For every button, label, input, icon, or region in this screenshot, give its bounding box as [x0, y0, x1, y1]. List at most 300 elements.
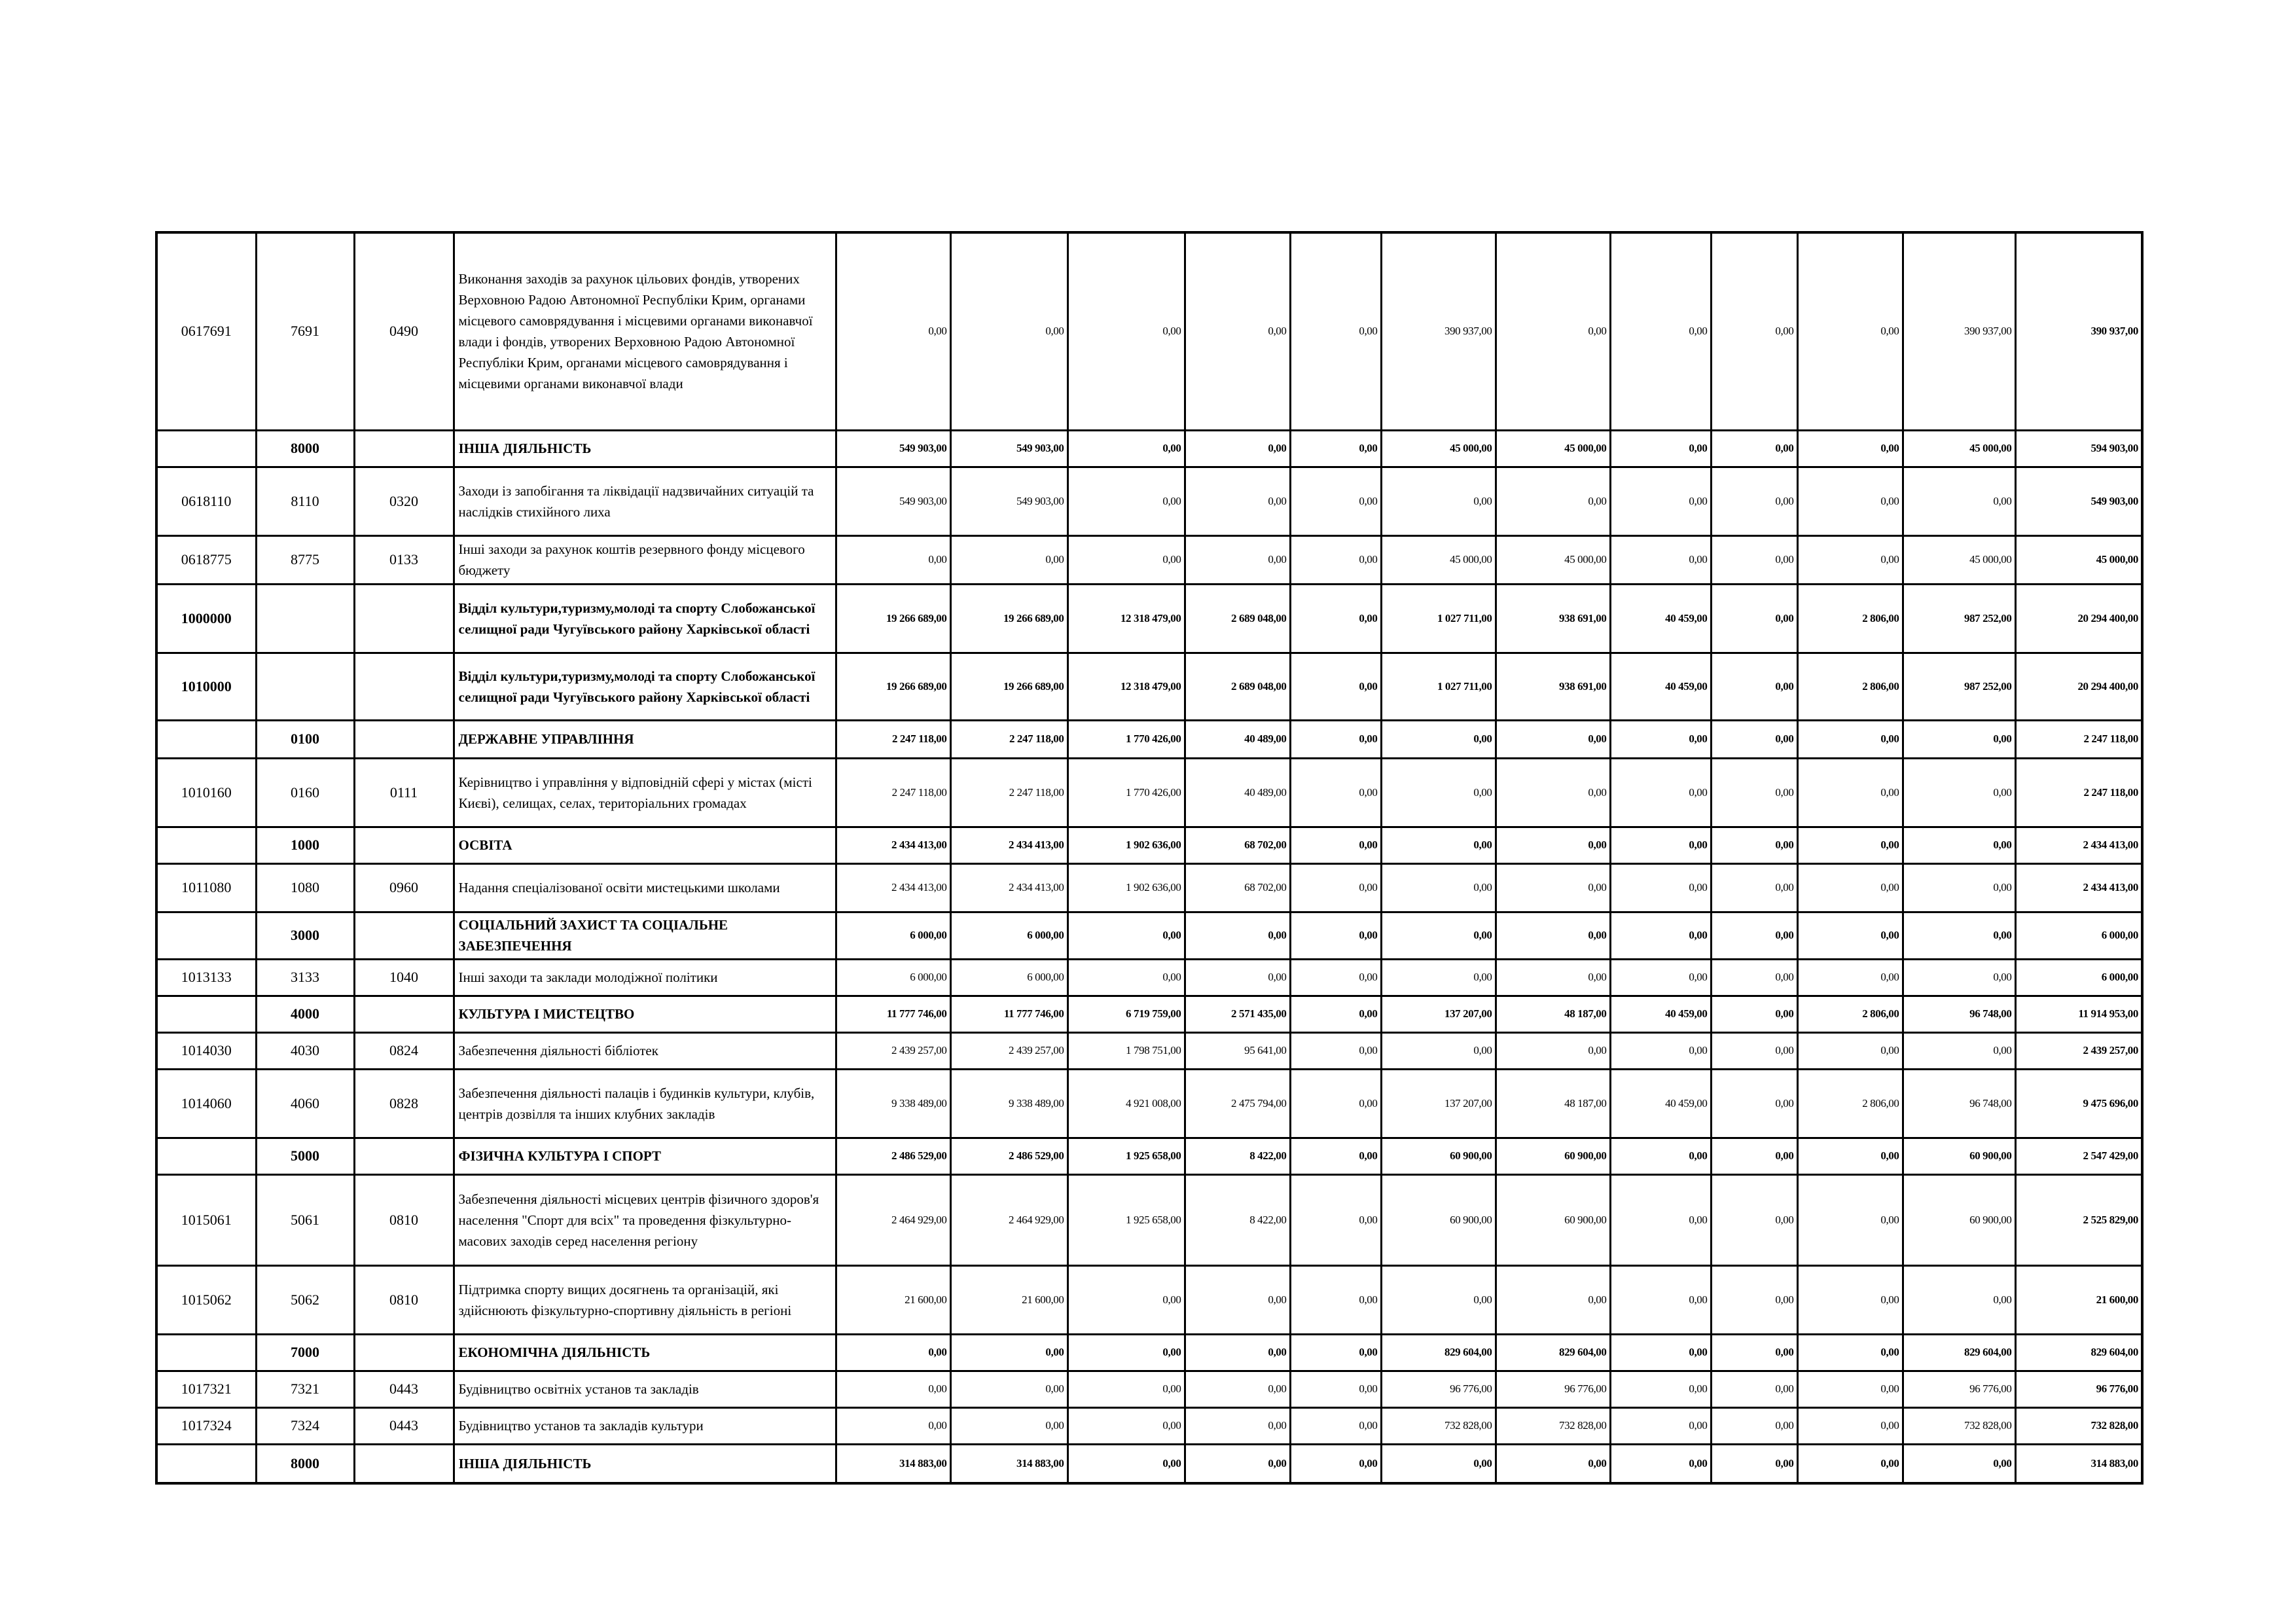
amount-cell: 0,00 [1381, 758, 1496, 827]
amount-cell: 0,00 [1797, 1265, 1903, 1334]
amount-cell: 0,00 [1797, 1371, 1903, 1407]
amount-cell: 0,00 [1067, 1265, 1185, 1334]
program-code-cell: 0618775 [156, 535, 256, 584]
amount-cell: 0,00 [1610, 1032, 1711, 1069]
budget-code-cell: 3133 [256, 959, 354, 996]
amount-cell: 0,00 [1903, 959, 2015, 996]
total-cell: 594 903,00 [2015, 430, 2142, 467]
amount-cell: 0,00 [1290, 863, 1381, 912]
amount-cell: 0,00 [1610, 535, 1711, 584]
program-code-cell: 1010000 [156, 653, 256, 720]
function-code-cell [354, 653, 454, 720]
amount-cell: 0,00 [1290, 959, 1381, 996]
amount-cell: 0,00 [1797, 720, 1903, 758]
program-code-cell: 1014060 [156, 1069, 256, 1138]
amount-cell: 2 247 118,00 [950, 720, 1067, 758]
amount-cell: 0,00 [1903, 720, 2015, 758]
amount-cell: 0,00 [1290, 1371, 1381, 1407]
table-row [156, 1334, 2142, 1371]
name-cell: Інші заходи та заклади молодіжної політики [454, 959, 836, 996]
table-row [156, 1371, 2142, 1407]
total-cell: 21 600,00 [2015, 1265, 2142, 1334]
amount-cell: 0,00 [1610, 1138, 1711, 1174]
amount-cell: 19 266 689,00 [950, 653, 1067, 720]
amount-cell: 0,00 [1290, 232, 1381, 430]
amount-cell: 6 000,00 [836, 959, 950, 996]
total-cell: 390 937,00 [2015, 232, 2142, 430]
function-code-cell: 0133 [354, 535, 454, 584]
total-cell: 20 294 400,00 [2015, 584, 2142, 653]
name-cell: Керівництво і управління у відповідній сфері у містах (місті Києві), селищах, селах, територіальних громадах [454, 758, 836, 827]
amount-cell: 2 434 413,00 [836, 863, 950, 912]
amount-cell: 0,00 [1903, 758, 2015, 827]
amount-cell: 0,00 [1797, 758, 1903, 827]
amount-cell: 0,00 [1903, 1265, 2015, 1334]
budget-code-cell: 4000 [256, 996, 354, 1032]
amount-cell: 0,00 [1290, 1265, 1381, 1334]
amount-cell: 0,00 [950, 1407, 1067, 1444]
amount-cell: 0,00 [1067, 1407, 1185, 1444]
total-cell: 20 294 400,00 [2015, 653, 2142, 720]
budget-code-cell: 4030 [256, 1032, 354, 1069]
amount-cell: 0,00 [1185, 1407, 1290, 1444]
amount-cell: 0,00 [1797, 467, 1903, 535]
function-code-cell [354, 996, 454, 1032]
program-code-cell: 1015061 [156, 1174, 256, 1265]
amount-cell: 0,00 [1797, 535, 1903, 584]
name-cell: ІНША ДІЯЛЬНІСТЬ [454, 430, 836, 467]
amount-cell: 0,00 [1711, 1334, 1797, 1371]
amount-cell: 0,00 [1711, 996, 1797, 1032]
amount-cell: 0,00 [1067, 1371, 1185, 1407]
amount-cell: 0,00 [1711, 467, 1797, 535]
amount-cell: 0,00 [1185, 467, 1290, 535]
table-row [156, 653, 2142, 720]
amount-cell: 2 806,00 [1797, 653, 1903, 720]
program-code-cell: 0618110 [156, 467, 256, 535]
amount-cell: 2 464 929,00 [950, 1174, 1067, 1265]
program-code-cell [156, 1334, 256, 1371]
amount-cell: 0,00 [1610, 467, 1711, 535]
total-cell: 96 776,00 [2015, 1371, 2142, 1407]
amount-cell: 96 776,00 [1381, 1371, 1496, 1407]
amount-cell: 0,00 [1185, 912, 1290, 959]
amount-cell: 0,00 [1381, 863, 1496, 912]
amount-cell: 0,00 [1381, 912, 1496, 959]
program-code-cell: 1017324 [156, 1407, 256, 1444]
amount-cell: 0,00 [1711, 1138, 1797, 1174]
budget-code-cell: 8000 [256, 1444, 354, 1483]
amount-cell: 0,00 [1185, 1265, 1290, 1334]
amount-cell: 0,00 [1903, 1444, 2015, 1483]
name-cell: Виконання заходів за рахунок цільових фондів, утворених Верховною Радою Автономної Республіки Крим, органами місцевого самоврядування і місцевими органами виконавчої влади і фондів, утворених Верховною Радою Автономної Республіки Крим, органами місцевого самоврядування і місцевими органами виконавчої влади [454, 232, 836, 430]
amount-cell: 829 604,00 [1496, 1334, 1610, 1371]
program-code-cell: 1014030 [156, 1032, 256, 1069]
amount-cell: 19 266 689,00 [950, 584, 1067, 653]
amount-cell: 0,00 [1290, 535, 1381, 584]
amount-cell: 12 318 479,00 [1067, 584, 1185, 653]
amount-cell: 732 828,00 [1381, 1407, 1496, 1444]
amount-cell: 0,00 [1797, 1444, 1903, 1483]
table-row [156, 996, 2142, 1032]
amount-cell: 8 422,00 [1185, 1174, 1290, 1265]
total-cell: 2 525 829,00 [2015, 1174, 2142, 1265]
amount-cell: 0,00 [1711, 1407, 1797, 1444]
table-row [156, 720, 2142, 758]
function-code-cell [354, 827, 454, 863]
amount-cell: 4 921 008,00 [1067, 1069, 1185, 1138]
amount-cell: 1 027 711,00 [1381, 653, 1496, 720]
amount-cell: 19 266 689,00 [836, 653, 950, 720]
table-row [156, 467, 2142, 535]
amount-cell: 2 806,00 [1797, 584, 1903, 653]
total-cell: 6 000,00 [2015, 912, 2142, 959]
total-cell: 2 247 118,00 [2015, 720, 2142, 758]
amount-cell: 0,00 [1711, 720, 1797, 758]
name-cell: СОЦІАЛЬНИЙ ЗАХИСТ ТА СОЦІАЛЬНЕ ЗАБЕЗПЕЧЕННЯ [454, 912, 836, 959]
name-cell: ІНША ДІЯЛЬНІСТЬ [454, 1444, 836, 1483]
amount-cell: 0,00 [1610, 959, 1711, 996]
amount-cell: 2 247 118,00 [836, 758, 950, 827]
table-row [156, 1138, 2142, 1174]
amount-cell: 11 777 746,00 [950, 996, 1067, 1032]
budget-code-cell: 4060 [256, 1069, 354, 1138]
amount-cell: 0,00 [1290, 1407, 1381, 1444]
amount-cell: 2 434 413,00 [950, 827, 1067, 863]
amount-cell: 2 434 413,00 [950, 863, 1067, 912]
amount-cell: 0,00 [1711, 1444, 1797, 1483]
amount-cell: 0,00 [1290, 1334, 1381, 1371]
amount-cell: 12 318 479,00 [1067, 653, 1185, 720]
amount-cell: 0,00 [1610, 1174, 1711, 1265]
amount-cell: 0,00 [836, 232, 950, 430]
name-cell: ОСВІТА [454, 827, 836, 863]
amount-cell: 0,00 [1797, 1032, 1903, 1069]
total-cell: 2 434 413,00 [2015, 863, 2142, 912]
function-code-cell: 0960 [354, 863, 454, 912]
amount-cell: 0,00 [1797, 912, 1903, 959]
program-code-cell: 1015062 [156, 1265, 256, 1334]
function-code-cell [354, 912, 454, 959]
amount-cell: 0,00 [1496, 912, 1610, 959]
program-code-cell [156, 827, 256, 863]
amount-cell: 0,00 [1496, 467, 1610, 535]
name-cell: Інші заходи за рахунок коштів резервного фонду місцевого бюджету [454, 535, 836, 584]
budget-code-cell: 1080 [256, 863, 354, 912]
function-code-cell: 0443 [354, 1407, 454, 1444]
amount-cell: 2 806,00 [1797, 996, 1903, 1032]
program-code-cell [156, 912, 256, 959]
amount-cell: 1 798 751,00 [1067, 1032, 1185, 1069]
amount-cell: 0,00 [836, 1334, 950, 1371]
amount-cell: 2 439 257,00 [950, 1032, 1067, 1069]
amount-cell: 95 641,00 [1185, 1032, 1290, 1069]
amount-cell: 0,00 [1797, 863, 1903, 912]
amount-cell: 0,00 [1610, 720, 1711, 758]
amount-cell: 48 187,00 [1496, 996, 1610, 1032]
amount-cell: 19 266 689,00 [836, 584, 950, 653]
name-cell: Відділ культури,туризму,молоді та спорту Слобожанської селищної ради Чугуївського району Харківської області [454, 584, 836, 653]
amount-cell: 96 776,00 [1903, 1371, 2015, 1407]
total-cell: 2 247 118,00 [2015, 758, 2142, 827]
amount-cell: 0,00 [1711, 584, 1797, 653]
total-cell: 2 547 429,00 [2015, 1138, 2142, 1174]
amount-cell: 390 937,00 [1381, 232, 1496, 430]
budget-code-cell: 8110 [256, 467, 354, 535]
amount-cell: 0,00 [1067, 232, 1185, 430]
table-row [156, 584, 2142, 653]
program-code-cell [156, 1138, 256, 1174]
amount-cell: 1 925 658,00 [1067, 1174, 1185, 1265]
budget-code-cell: 8775 [256, 535, 354, 584]
amount-cell: 1 902 636,00 [1067, 863, 1185, 912]
amount-cell: 0,00 [1185, 430, 1290, 467]
amount-cell: 0,00 [1610, 232, 1711, 430]
amount-cell: 0,00 [1903, 467, 2015, 535]
name-cell: Надання спеціалізованої освіти мистецькими школами [454, 863, 836, 912]
amount-cell: 0,00 [950, 232, 1067, 430]
function-code-cell [354, 1444, 454, 1483]
amount-cell: 0,00 [1496, 1444, 1610, 1483]
amount-cell: 0,00 [950, 1334, 1067, 1371]
amount-cell: 0,00 [1290, 1174, 1381, 1265]
amount-cell: 0,00 [1711, 827, 1797, 863]
amount-cell: 0,00 [1496, 863, 1610, 912]
table-row [156, 1069, 2142, 1138]
amount-cell: 0,00 [1290, 1444, 1381, 1483]
amount-cell: 0,00 [836, 1407, 950, 1444]
table-row [156, 1444, 2142, 1483]
name-cell: Заходи із запобігання та ліквідації надзвичайних ситуацій та наслідків стихійного лиха [454, 467, 836, 535]
name-cell: Забезпечення діяльності палаців і будинків культури, клубів, центрів дозвілля та інших клубних закладів [454, 1069, 836, 1138]
total-cell: 314 883,00 [2015, 1444, 2142, 1483]
amount-cell: 2 439 257,00 [836, 1032, 950, 1069]
function-code-cell: 0828 [354, 1069, 454, 1138]
amount-cell: 60 900,00 [1903, 1138, 2015, 1174]
program-code-cell [156, 720, 256, 758]
amount-cell: 0,00 [1185, 1334, 1290, 1371]
amount-cell: 0,00 [1290, 584, 1381, 653]
amount-cell: 0,00 [1381, 720, 1496, 758]
amount-cell: 9 338 489,00 [950, 1069, 1067, 1138]
amount-cell: 0,00 [1711, 430, 1797, 467]
amount-cell: 45 000,00 [1381, 430, 1496, 467]
amount-cell: 60 900,00 [1496, 1174, 1610, 1265]
function-code-cell: 0490 [354, 232, 454, 430]
budget-code-cell: 7321 [256, 1371, 354, 1407]
amount-cell: 0,00 [1185, 232, 1290, 430]
function-code-cell [354, 720, 454, 758]
amount-cell: 0,00 [1381, 1444, 1496, 1483]
function-code-cell: 1040 [354, 959, 454, 996]
amount-cell: 0,00 [1797, 1138, 1903, 1174]
amount-cell: 0,00 [1496, 720, 1610, 758]
amount-cell: 60 900,00 [1496, 1138, 1610, 1174]
amount-cell: 0,00 [1067, 1444, 1185, 1483]
total-cell: 9 475 696,00 [2015, 1069, 2142, 1138]
amount-cell: 9 338 489,00 [836, 1069, 950, 1138]
total-cell: 11 914 953,00 [2015, 996, 2142, 1032]
amount-cell: 0,00 [1903, 827, 2015, 863]
amount-cell: 0,00 [1711, 758, 1797, 827]
amount-cell: 0,00 [1610, 827, 1711, 863]
amount-cell: 0,00 [1711, 912, 1797, 959]
amount-cell: 48 187,00 [1496, 1069, 1610, 1138]
total-cell: 6 000,00 [2015, 959, 2142, 996]
amount-cell: 0,00 [1290, 1138, 1381, 1174]
amount-cell: 0,00 [1797, 1174, 1903, 1265]
amount-cell: 0,00 [1381, 959, 1496, 996]
amount-cell: 45 000,00 [1903, 535, 2015, 584]
amount-cell: 829 604,00 [1381, 1334, 1496, 1371]
amount-cell: 0,00 [1496, 1265, 1610, 1334]
amount-cell: 0,00 [1797, 1334, 1903, 1371]
budget-code-cell: 0100 [256, 720, 354, 758]
amount-cell: 987 252,00 [1903, 584, 2015, 653]
amount-cell: 0,00 [1711, 653, 1797, 720]
amount-cell: 390 937,00 [1903, 232, 2015, 430]
amount-cell: 96 748,00 [1903, 996, 2015, 1032]
table-row [156, 1032, 2142, 1069]
amount-cell: 0,00 [1711, 1371, 1797, 1407]
amount-cell: 0,00 [1067, 467, 1185, 535]
amount-cell: 0,00 [1610, 1371, 1711, 1407]
amount-cell: 2 247 118,00 [836, 720, 950, 758]
amount-cell: 0,00 [1797, 430, 1903, 467]
function-code-cell [354, 1138, 454, 1174]
table-row [156, 1407, 2142, 1444]
amount-cell: 60 900,00 [1903, 1174, 2015, 1265]
budget-table [155, 231, 2144, 1485]
function-code-cell [354, 584, 454, 653]
budget-code-cell [256, 584, 354, 653]
amount-cell: 21 600,00 [950, 1265, 1067, 1334]
name-cell: Будівництво установ та закладів культури [454, 1407, 836, 1444]
amount-cell: 40 459,00 [1610, 584, 1711, 653]
amount-cell: 0,00 [1903, 912, 2015, 959]
table-row [156, 232, 2142, 430]
budget-code-cell: 8000 [256, 430, 354, 467]
program-code-cell [156, 996, 256, 1032]
name-cell: ЕКОНОМІЧНА ДІЯЛЬНІСТЬ [454, 1334, 836, 1371]
amount-cell: 0,00 [1610, 430, 1711, 467]
amount-cell: 0,00 [1290, 1069, 1381, 1138]
amount-cell: 829 604,00 [1903, 1334, 2015, 1371]
amount-cell: 0,00 [1711, 1174, 1797, 1265]
amount-cell: 68 702,00 [1185, 827, 1290, 863]
amount-cell: 6 719 759,00 [1067, 996, 1185, 1032]
table-body [156, 232, 2142, 1483]
amount-cell: 0,00 [1711, 1032, 1797, 1069]
amount-cell: 0,00 [1290, 467, 1381, 535]
name-cell: Будівництво освітніх установ та закладів [454, 1371, 836, 1407]
name-cell: Підтримка спорту вищих досягнень та організацій, які здійснюють фізкультурно-спортивну діяльність в регіоні [454, 1265, 836, 1334]
amount-cell: 6 000,00 [836, 912, 950, 959]
amount-cell: 732 828,00 [1903, 1407, 2015, 1444]
amount-cell: 0,00 [1381, 1032, 1496, 1069]
amount-cell: 1 902 636,00 [1067, 827, 1185, 863]
amount-cell: 96 776,00 [1496, 1371, 1610, 1407]
amount-cell: 2 689 048,00 [1185, 653, 1290, 720]
program-code-cell [156, 430, 256, 467]
table-row [156, 535, 2142, 584]
amount-cell: 0,00 [1185, 1444, 1290, 1483]
name-cell: ФІЗИЧНА КУЛЬТУРА І СПОРТ [454, 1138, 836, 1174]
amount-cell: 0,00 [1185, 535, 1290, 584]
table-row [156, 1174, 2142, 1265]
amount-cell: 2 486 529,00 [836, 1138, 950, 1174]
amount-cell: 0,00 [1610, 1444, 1711, 1483]
amount-cell: 0,00 [1381, 1265, 1496, 1334]
amount-cell: 40 459,00 [1610, 1069, 1711, 1138]
amount-cell: 45 000,00 [1903, 430, 2015, 467]
name-cell: Забезпечення діяльності місцевих центрів фізичного здоров'я населення "Спорт для всіх" та проведення фізкультурно-масових заходів серед населення регіону [454, 1174, 836, 1265]
budget-code-cell: 7324 [256, 1407, 354, 1444]
budget-code-cell: 1000 [256, 827, 354, 863]
amount-cell: 0,00 [1381, 467, 1496, 535]
amount-cell: 0,00 [1711, 232, 1797, 430]
total-cell: 732 828,00 [2015, 1407, 2142, 1444]
amount-cell: 0,00 [1290, 430, 1381, 467]
budget-code-cell: 3000 [256, 912, 354, 959]
amount-cell: 6 000,00 [950, 959, 1067, 996]
amount-cell: 0,00 [1711, 959, 1797, 996]
amount-cell: 60 900,00 [1381, 1138, 1496, 1174]
amount-cell: 40 459,00 [1610, 653, 1711, 720]
program-code-cell: 1017321 [156, 1371, 256, 1407]
amount-cell: 549 903,00 [836, 430, 950, 467]
table-row [156, 863, 2142, 912]
amount-cell: 2 434 413,00 [836, 827, 950, 863]
amount-cell: 137 207,00 [1381, 1069, 1496, 1138]
program-code-cell [156, 1444, 256, 1483]
amount-cell: 11 777 746,00 [836, 996, 950, 1032]
program-code-cell: 0617691 [156, 232, 256, 430]
amount-cell: 45 000,00 [1381, 535, 1496, 584]
amount-cell: 0,00 [1290, 827, 1381, 863]
amount-cell: 0,00 [1797, 1407, 1903, 1444]
amount-cell: 0,00 [1381, 827, 1496, 863]
amount-cell: 0,00 [1067, 1334, 1185, 1371]
amount-cell: 2 247 118,00 [950, 758, 1067, 827]
amount-cell: 0,00 [1290, 1032, 1381, 1069]
total-cell: 2 434 413,00 [2015, 827, 2142, 863]
amount-cell: 0,00 [1797, 827, 1903, 863]
amount-cell: 1 770 426,00 [1067, 720, 1185, 758]
amount-cell: 0,00 [1067, 959, 1185, 996]
amount-cell: 0,00 [1185, 1371, 1290, 1407]
budget-code-cell: 5062 [256, 1265, 354, 1334]
amount-cell: 2 806,00 [1797, 1069, 1903, 1138]
amount-cell: 0,00 [1496, 959, 1610, 996]
amount-cell: 40 489,00 [1185, 758, 1290, 827]
amount-cell: 0,00 [1711, 1265, 1797, 1334]
amount-cell: 137 207,00 [1381, 996, 1496, 1032]
budget-code-cell: 7691 [256, 232, 354, 430]
table-row [156, 1265, 2142, 1334]
budget-code-cell: 5000 [256, 1138, 354, 1174]
amount-cell: 0,00 [1797, 959, 1903, 996]
program-code-cell: 1011080 [156, 863, 256, 912]
table-row [156, 758, 2142, 827]
total-cell: 549 903,00 [2015, 467, 2142, 535]
amount-cell: 938 691,00 [1496, 653, 1610, 720]
amount-cell: 0,00 [1496, 1032, 1610, 1069]
budget-code-cell [256, 653, 354, 720]
total-cell: 45 000,00 [2015, 535, 2142, 584]
amount-cell: 938 691,00 [1496, 584, 1610, 653]
name-cell: Відділ культури,туризму,молоді та спорту Слобожанської селищної ради Чугуївського району Харківської області [454, 653, 836, 720]
